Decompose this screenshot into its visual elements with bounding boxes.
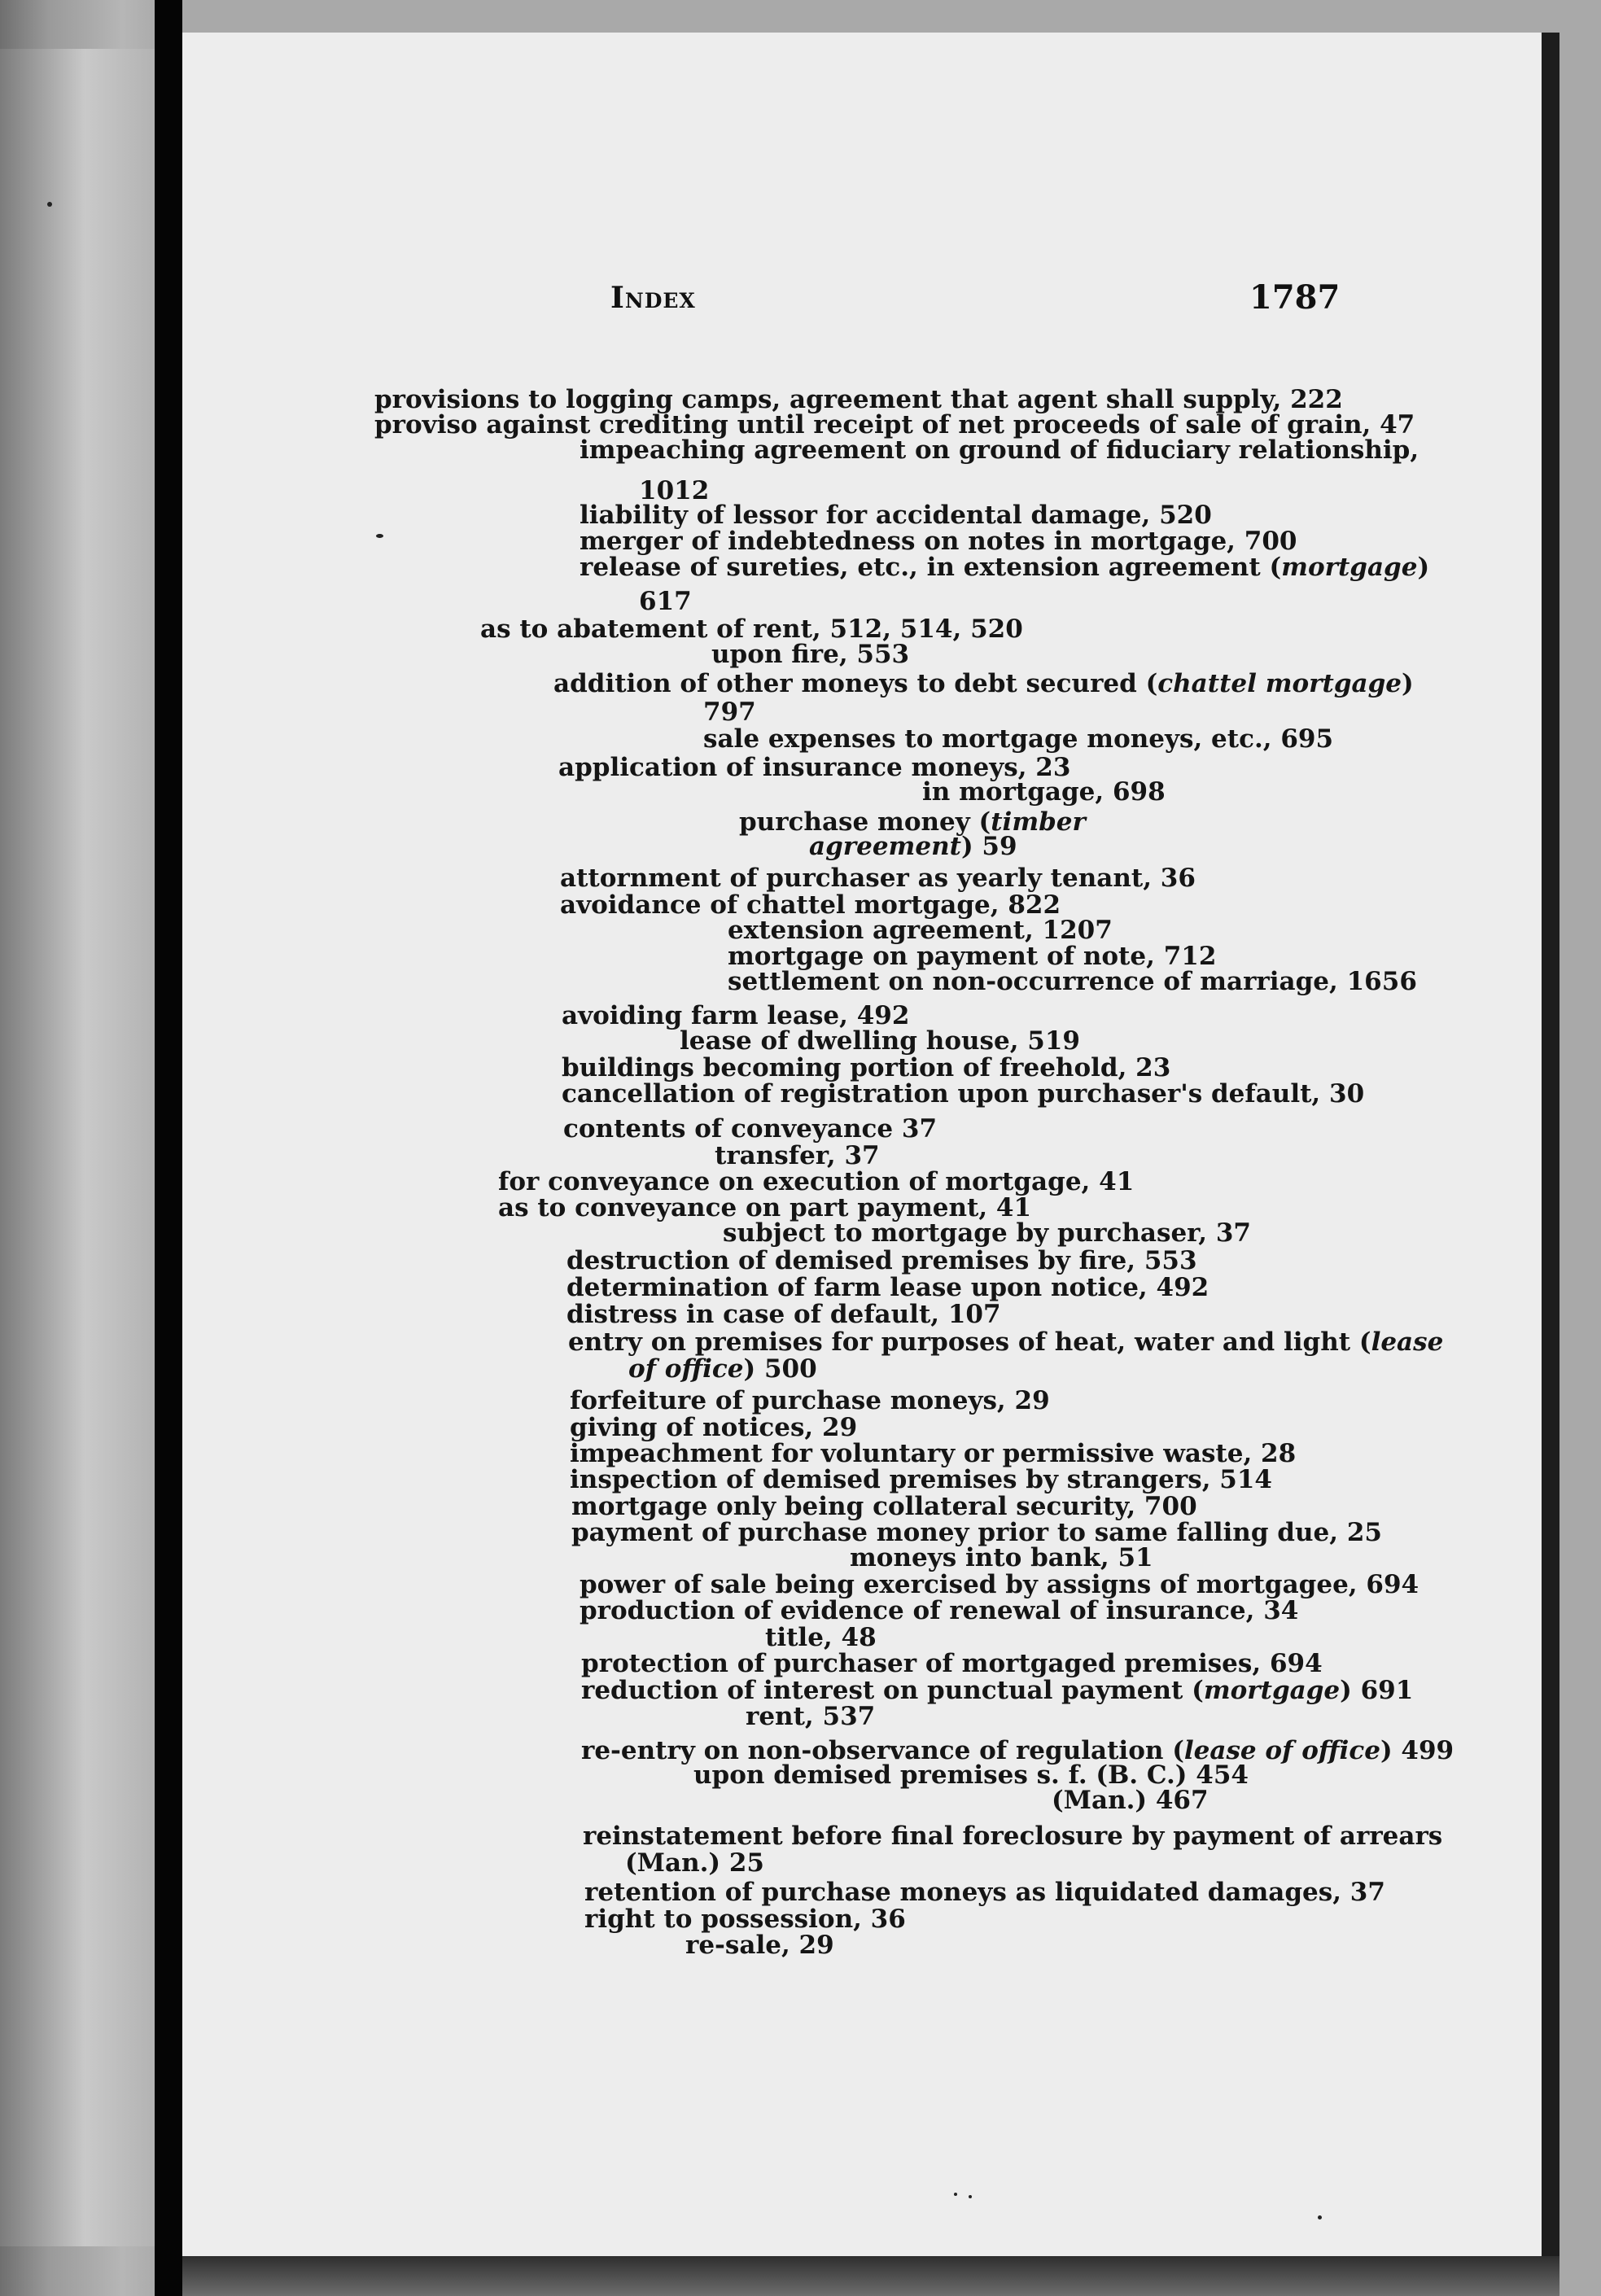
index-entry: impeaching agreement on ground of fiduciary relationship, — [580, 435, 1419, 465]
dust-speck — [1318, 2215, 1322, 2219]
index-entry: inspection of demised premises by strangers, 514 — [570, 1465, 1272, 1494]
index-entry: of office) 500 — [628, 1354, 817, 1384]
index-entry: purchase money (timber — [739, 807, 1086, 837]
index-entry: re-entry on non-observance of regulation (lease of office) 499 — [581, 1736, 1454, 1765]
index-entry: provisions to logging camps, agreement that agent shall supply, 222 — [374, 385, 1343, 414]
index-entry: release of sureties, etc., in extension agreement (mortgage) — [580, 553, 1430, 582]
index-entry: cancellation of registration upon purchaser's default, 30 — [562, 1079, 1365, 1109]
index-entry: transfer, 37 — [715, 1141, 880, 1170]
index-entry: upon demised premises s. f. (B. C.) 454 — [693, 1760, 1249, 1790]
index-entry: reinstatement before final foreclosure by payment of arrears — [583, 1821, 1443, 1851]
index-entry: destruction of demised premises by fire, 553 — [566, 1246, 1197, 1275]
index-entry: addition of other moneys to debt secured (chattel mortgage) — [553, 669, 1414, 698]
book-gutter-shadow — [155, 0, 182, 2296]
index-entry: as to conveyance on part payment, 41 — [498, 1193, 1032, 1222]
index-entry: protection of purchaser of mortgaged premises, 694 — [581, 1649, 1323, 1678]
index-entry: avoidance of chattel mortgage, 822 — [560, 890, 1061, 920]
index-entry: power of sale being exercised by assigns of mortgagee, 694 — [580, 1570, 1419, 1599]
index-entry: distress in case of default, 107 — [566, 1300, 1001, 1329]
index-entry: upon fire, 553 — [711, 640, 910, 669]
ink-mark — [376, 534, 383, 538]
index-entry: contents of conveyance 37 — [563, 1114, 938, 1144]
index-entry: merger of indebtedness on notes in mortgage, 700 — [580, 527, 1297, 556]
index-entry: application of insurance moneys, 23 — [558, 753, 1071, 782]
index-entry: lease of dwelling house, 519 — [680, 1026, 1081, 1056]
page-number: 1787 — [1249, 278, 1341, 317]
index-entry: production of evidence of renewal of insurance, 34 — [580, 1596, 1299, 1625]
index-entry: as to abatement of rent, 512, 514, 520 — [480, 614, 1023, 644]
index-entry: proviso against crediting until receipt of net proceeds of sale of grain, 47 — [374, 410, 1415, 440]
index-entry: subject to mortgage by purchaser, 37 — [723, 1218, 1251, 1248]
facing-page-edge — [0, 49, 155, 2246]
index-entry: attornment of purchaser as yearly tenant, 36 — [560, 864, 1196, 893]
index-entry: sale expenses to mortgage moneys, etc., 695 — [703, 724, 1334, 754]
dust-speck — [969, 2195, 972, 2198]
index-entry: retention of purchase moneys as liquidated damages, 37 — [584, 1878, 1385, 1907]
index-entry: entry on premises for purposes of heat, water and light (lease — [568, 1327, 1444, 1357]
index-entry: 797 — [703, 698, 756, 727]
index-entry: in mortgage, 698 — [922, 777, 1166, 807]
index-entry: settlement on non-occurrence of marriage, 1656 — [728, 967, 1417, 996]
index-entry: (Man.) 25 — [625, 1848, 764, 1878]
index-entry: for conveyance on execution of mortgage, 41 — [498, 1167, 1135, 1196]
index-entry: 1012 — [639, 476, 710, 505]
index-entry: right to possession, 36 — [584, 1905, 906, 1934]
index-entry: payment of purchase money prior to same falling due, 25 — [571, 1518, 1382, 1547]
page-bottom-edge — [182, 2256, 1559, 2296]
page-right-edge — [1542, 33, 1559, 2267]
index-entry: mortgage on payment of note, 712 — [728, 942, 1217, 971]
index-entry: reduction of interest on punctual payment (mortgage) 691 — [581, 1676, 1414, 1705]
dust-speck — [47, 202, 52, 207]
dust-speck — [954, 2193, 957, 2196]
index-entry: avoiding farm lease, 492 — [562, 1001, 910, 1030]
index-entry: agreement) 59 — [809, 832, 1017, 861]
index-entry: forfeiture of purchase moneys, 29 — [570, 1386, 1050, 1415]
index-entry: (Man.) 467 — [1052, 1786, 1209, 1815]
index-entry: rent, 537 — [746, 1702, 876, 1731]
index-entry: 617 — [639, 587, 692, 616]
index-entry: liability of lessor for accidental damage, 520 — [580, 501, 1212, 530]
index-entry: impeachment for voluntary or permissive waste, 28 — [570, 1439, 1297, 1468]
index-entry: giving of notices, 29 — [570, 1413, 858, 1442]
index-entry: buildings becoming portion of freehold, 23 — [562, 1053, 1171, 1082]
index-entry: title, 48 — [765, 1623, 877, 1652]
index-entry: mortgage only being collateral security, 700 — [571, 1492, 1197, 1521]
page-title: Index — [610, 281, 696, 315]
index-entry: determination of farm lease upon notice, 492 — [566, 1273, 1209, 1302]
index-entry: re-sale, 29 — [685, 1931, 834, 1960]
index-entry: extension agreement, 1207 — [728, 916, 1113, 945]
index-entry: moneys into bank, 51 — [850, 1543, 1153, 1572]
